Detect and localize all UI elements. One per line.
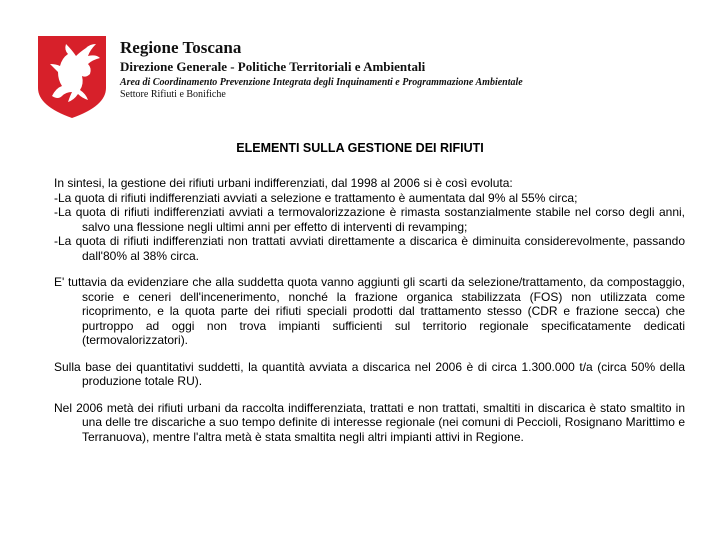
list-item: -La quota di rifiuti indifferenziati avviati a termovalorizzazione è rimasta sostanzialmente stabile nel corso degli anni, salvo una flessione negli ultimi anni per effetto di interventi di revamping; xyxy=(54,205,685,234)
sector-name: Settore Rifiuti e Bonifiche xyxy=(120,89,226,100)
letterhead xyxy=(36,34,696,124)
page-title: ELEMENTI SULLA GESTIONE DEI RIFIUTI xyxy=(236,141,484,155)
area-name: Area di Coordinamento Prevenzione Integrata degli Inquinamenti e Programmazione Ambientale xyxy=(120,77,523,88)
org-name: Regione Toscana xyxy=(120,38,242,57)
list-item: -La quota di rifiuti indifferenziati non trattati avviati direttamente a discarica è diminuita considerevolmente, passando dall'80% al 38% circa. xyxy=(54,234,685,263)
list-item: -La quota di rifiuti indifferenziati avviati a selezione e trattamento è aumentata dal 9% al 55% circa; xyxy=(54,190,578,205)
intro-lead: In sintesi, la gestione dei rifiuti urbani indifferenziati, dal 1998 al 2006 si è così evoluta: xyxy=(54,176,513,190)
intro-paragraph xyxy=(54,176,685,263)
paragraph-scarti: E' tuttavia da evidenziare che alla suddetta quota vanno aggiunti gli scarti da selezione/trattamento, da compostaggio, scorie e ceneri dell'incenerimento, nonché la frazione organica stabilizzata (FOS) non utilizzata come ricoprimento, e la quota parte dei rifiuti speciali prodotti dal trattamento stesso (CDR e frazione secca) che purtroppo ad oggi non trova impianti sufficienti sul territorio regionale specificatamente dedicati (termovalorizzatori). xyxy=(54,275,685,347)
paragraph-discariche-regionali: Nel 2006 metà dei rifiuti urbani da raccolta indifferenziata, trattati e non trattati, smaltiti in discarica è stato smaltito in una delle tre discariche a suo tempo definite di interesse regionale (nei comuni di Peccioli, Rosignano Marittimo e Terranuova), mentre l'altra metà è stata smaltita negli altri impianti attivi in Regione. xyxy=(54,400,685,444)
organization-block xyxy=(120,38,523,101)
paragraph-discarica-2006: Sulla base dei quantitativi suddetti, la quantità avviata a discarica nel 2006 è di circa 1.300.000 t/a (circa 50% della produzione totale RU). xyxy=(54,359,685,388)
document-body xyxy=(54,176,685,456)
department-name: Direzione Generale - Politiche Territoriali e Ambientali xyxy=(120,59,426,74)
regione-toscana-logo xyxy=(36,34,108,120)
